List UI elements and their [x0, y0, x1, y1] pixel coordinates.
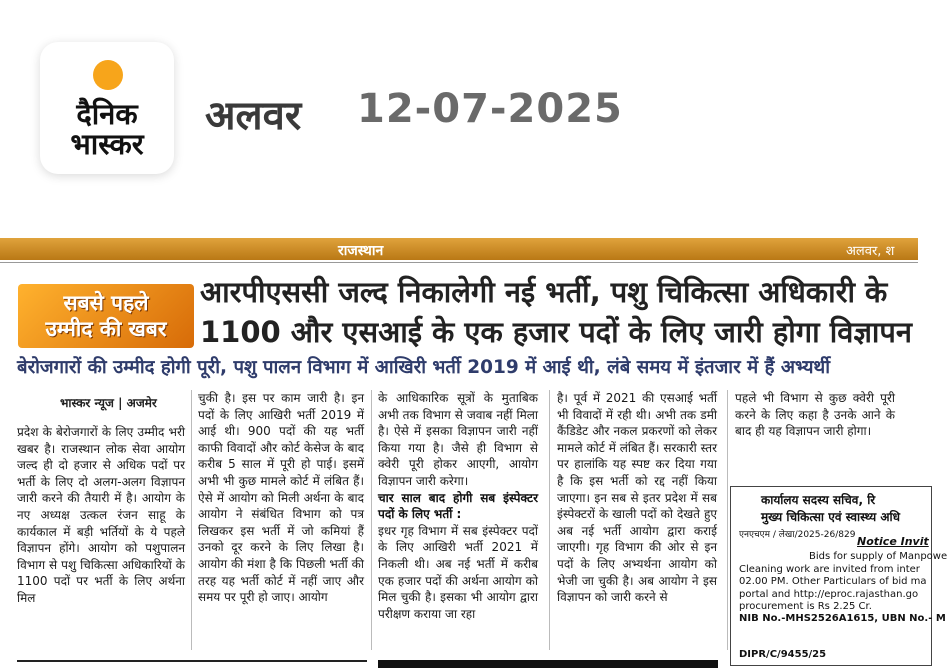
notice-body-line: portal and http://eproc.rajasthan.go: [739, 588, 919, 600]
tender-notice: [730, 486, 947, 666]
notice-reference: एनएचएम / लेखा/2025-26/829: [739, 530, 856, 540]
article-column-2: चुकी है। इस पर काम जारी है। इन पदों के लिए आखिरी भर्ती 2019 में आई थी। 900 पदों की यह भर्ती काफी विवादों और कोर्ट केसेज के बाद करीब 5 साल में पूरी हो पाई। इसमें अभी भी कुछ मामले कोर्ट में लंबित हैं। ऐसे में आयोग को मिली अर्थना के बाद आयोग ने संबंधित विभाग को पत्र लिखकर इस भर्ती में जो कमियां हैं उनको दूर करने के लिए लिखा है। आयोग की मंशा है कि पिछली भर्ती की तरह यह भर्ती कोर्ट में नहीं जाए और समय पर पूरी हो जाए। आयोग: [198, 391, 364, 605]
story-badge: [18, 284, 194, 348]
article-column-5: पहले भी विभाग से कुछ क्वेरी पूरी करने के लिए कहा है उनके आने के बाद ही यह विज्ञापन जारी होगा।: [735, 391, 895, 439]
badge-line-1: सबसे पहले: [63, 291, 149, 315]
column-3-subheading: चार साल बाद होगी सब इंस्पेक्टर पदों के लिए भर्ती :: [378, 490, 538, 522]
headline-line-2: 1100 और एसआई के एक हजार पदों के लिए जारी होगा विज्ञापन: [200, 315, 913, 349]
next-article-edge: [17, 660, 367, 670]
dainik-bhaskar-logo: [40, 42, 174, 174]
notice-title: Notice Invit: [857, 535, 929, 548]
column-divider: [727, 390, 728, 650]
column-divider: [371, 390, 372, 650]
column-divider: [191, 390, 192, 650]
article-column-4: है। पूर्व में 2021 की एसआई भर्ती भी विवादों में रही थी। अभी तक डमी कैंडिडेट और नकल प्रकरणों को लेकर मामले कोर्ट में लंबित हैं। सरकारी स्तर पर हालांकि यह स्पष्ट कर दिया गया है कि इस भर्ती को रद्द नहीं किया जाएगा। इन सब से इतर प्रदेश में सब इंस्पेक्टरों के खाली पदों को देखते हुए अब नई भर्ती आयोग द्वारा कराई जाएगी। गृह विभाग की ओर से इन पदों के लिए अभ्यर्थना आयोग को भेजी जा चुकी है। अब आयोग ने इस विज्ञापन को जारी करने से: [557, 391, 717, 605]
logo-line-2: भास्कर: [70, 127, 144, 161]
divider: [0, 262, 918, 263]
section-name: राजस्थान: [338, 243, 384, 259]
article-column-3: [378, 390, 538, 622]
notice-body-line: 02.00 PM. Other Particulars of bid ma: [739, 576, 927, 587]
band-right-text: अलवर, श: [846, 244, 895, 259]
notice-body-line: Cleaning work are invited from inter: [739, 563, 920, 575]
article-column-1: प्रदेश के बेरोजगारों के लिए उम्मीद भरी खबर है। राजस्थान लोक सेवा आयोग जल्द ही दो हजार से अधिक पदों पर भर्ती के लिए दो अलग-अलग विज्ञापन जारी करने की तैयारी में है। आयोग के नए अध्यक्ष उत्कल रंजन साहू के कार्यकाल में बड़ी भर्तियों के ये पहले विज्ञापन होंगे। आयोग को पशुपालन विभाग से पशु चिकित्सा अधिकारियों के 1100 पदों पर भर्ती के लिए अर्थना मिल: [17, 425, 185, 605]
notice-body-line: procurement is Rs 2.25 Cr.: [739, 601, 872, 612]
column-3-text-b: इधर गृह विभाग में सब इंस्पेक्टर पदों के लिए आखिरी भर्ती 2021 में निकली थी। अब नई भर्ती में करीब एक हजार पदों की अर्थना आयोग को मिल चुकी है। इसका भी आयोग द्वारा परीक्षण कराया जा रहा: [378, 523, 538, 621]
headline-line-1: आरपीएससी जल्द निकालेगी नई भर्ती, पशु चिकित्सा अधिकारी के: [200, 275, 888, 309]
edition-date: 12-07-2025: [357, 86, 623, 132]
notice-dipr: DIPR/C/9455/25: [739, 649, 827, 660]
column-divider: [549, 390, 550, 650]
notice-body-line: Bids for supply of Manpowe: [809, 551, 947, 562]
notice-nib: NIB No.-MHS2526A1615, UBN No.- M: [739, 613, 946, 624]
notice-office-line-2: मुख्य चिकित्सा एवं स्वास्थ्य अधि: [761, 510, 901, 524]
column-3-text-a: के आधिकारिक सूत्रों के मुताबिक अभी तक विभाग से जवाब नहीं मिला है। ऐसे में इसका विज्ञापन जारी नहीं किया गया है। जैसे ही विभाग से क्वेरी पूरी होकर आएगी, आयोग विज्ञापन जारी करेगा।: [378, 391, 538, 488]
article-headline: [200, 272, 918, 352]
section-band: [0, 238, 918, 260]
notice-body: [739, 551, 947, 614]
sun-icon: [93, 60, 123, 90]
logo-line-1: दैनिक: [76, 97, 138, 131]
byline: भास्कर न्यूज | अजमेर: [60, 396, 157, 410]
badge-line-2: उम्मीद की खबर: [45, 317, 167, 341]
next-headline-edge: [378, 660, 718, 668]
notice-office-line-1: कार्यालय सदस्य सचिव, रि: [761, 493, 876, 507]
edition-city: अलवर: [205, 93, 302, 139]
article-subhead: बेरोजगारों की उम्मीद होगी पूरी, पशु पालन विभाग में आखिरी भर्ती 2019 में आई थी, लंबे समय में इंतजार में हैं अभ्यर्थी: [17, 357, 831, 378]
